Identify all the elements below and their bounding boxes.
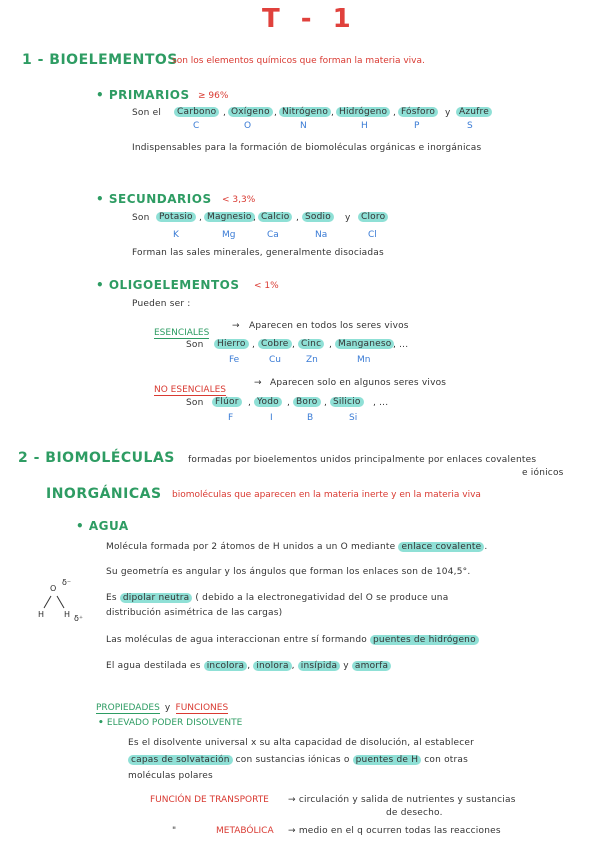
agua-p1: Molécula formada por 2 átomos de H unidos a un O mediante enlace covalente .: [106, 542, 488, 552]
secundarios-heading: • SECUNDARIOS: [96, 192, 212, 206]
symbol-f: F: [228, 413, 234, 423]
element-cobre: Cobre: [258, 339, 292, 349]
inorganicas-heading: INORGÁNICAS: [46, 486, 162, 502]
element-fosforo: Fósforo: [398, 107, 438, 117]
symbol-cl: Cl: [368, 230, 377, 240]
funcion-transporte-desc: → circulación y salida de nutrientes y sustancias: [288, 795, 516, 805]
primarios-note: Indispensables para la formación de biomoléculas orgánicas e inorgánicas: [132, 143, 482, 153]
element-oxigeno: Oxígeno: [228, 107, 273, 117]
agua-p4: Las moléculas de agua interaccionan entre sí formando puentes de hidrógeno: [106, 635, 479, 645]
funcion-metabolica-label: METABÓLICA: [216, 826, 274, 836]
disolvente-desc-1: Es el disolvente universal x su alta capacidad de disolución, al establecer: [128, 738, 475, 748]
ditto-mark: ": [172, 826, 177, 836]
esenciales-desc: Aparecen en todos los seres vivos: [249, 321, 409, 331]
symbol-fe: Fe: [229, 355, 240, 365]
agua-p5: El agua destilada es incolora , inolora , insípida y amorfa: [106, 661, 391, 671]
primarios-intro: Son el: [132, 108, 162, 118]
bioelementos-definition: son los elementos químicos que forman la materia viva.: [172, 56, 425, 66]
symbol-s: S: [467, 121, 473, 131]
element-magnesio: Magnesio: [204, 212, 255, 222]
etc-text: , ...: [393, 340, 409, 350]
symbol-ca: Ca: [267, 230, 279, 240]
propiedades-funciones-heading: PROPIEDADES y FUNCIONES: [96, 703, 229, 713]
esenciales-intro: Son: [186, 340, 204, 350]
element-silicio: Silicio: [330, 397, 364, 407]
y-word: y: [445, 108, 451, 118]
symbol-b: B: [307, 413, 314, 423]
delta-positive: δ⁺: [74, 614, 84, 623]
no-esenciales-desc: Aparecen solo en algunos seres vivos: [270, 378, 447, 388]
symbol-p: P: [414, 121, 420, 131]
biomoleculas-def-1: formadas por bioelementos unidos principalmente por enlaces covalentes: [188, 455, 537, 465]
atom-o: O: [50, 584, 57, 593]
page-title: T - 1: [262, 4, 357, 34]
bond-right: [57, 596, 64, 608]
agua-p3-cont: distribución asimétrica de las cargas): [106, 608, 283, 618]
symbol-si: Si: [349, 413, 358, 423]
symbol-c: C: [193, 121, 200, 131]
funcion-transporte-label: FUNCIÓN DE TRANSPORTE: [150, 795, 269, 805]
disolvente-desc-3: moléculas polares: [128, 771, 213, 781]
bond-left: [44, 596, 51, 608]
oligo-intro: Pueden ser :: [132, 299, 191, 309]
symbol-n: N: [300, 121, 307, 131]
element-cloro: Cloro: [358, 212, 388, 222]
water-bonds: [34, 582, 94, 626]
primarios-heading: • PRIMARIOS: [96, 88, 190, 102]
esenciales-label: ESENCIALES: [154, 328, 210, 338]
element-nitrogeno: Nitrógeno: [279, 107, 331, 117]
no-esenciales-arrow: →: [254, 378, 262, 388]
element-fluor: Flúor: [212, 397, 242, 407]
agua-p2: Su geometría es angular y los ángulos que forman los enlaces son de 104,5°.: [106, 567, 471, 577]
element-sodio: Sodio: [302, 212, 334, 222]
no-esenciales-label: NO ESENCIALES: [154, 385, 227, 395]
element-manganeso: Manganeso: [335, 339, 394, 349]
symbol-o: O: [244, 121, 252, 131]
funcion-metabolica-desc: → medio en el q ocurren todas las reacciones: [288, 826, 501, 836]
element-azufre: Azufre: [456, 107, 492, 117]
secundarios-note: Forman las sales minerales, generalmente disociadas: [132, 248, 384, 258]
symbol-h: H: [361, 121, 368, 131]
primarios-percent: ≥ 96%: [198, 91, 229, 101]
no-esenciales-intro: Son: [186, 398, 204, 408]
element-cinc: Cinc: [298, 339, 324, 349]
prop-disolvente-heading: • ELEVADO PODER DISOLVENTE: [98, 718, 243, 728]
symbol-i: I: [270, 413, 273, 423]
oligo-percent: < 1%: [254, 281, 279, 291]
element-hierro: Hierro: [214, 339, 249, 349]
section-bioelementos-heading: 1 - BIOELEMENTOS: [22, 52, 178, 68]
element-boro: Boro: [293, 397, 321, 407]
element-hidrogeno: Hidrógeno: [336, 107, 390, 117]
symbol-mn: Mn: [357, 355, 371, 365]
symbol-mg: Mg: [222, 230, 236, 240]
atom-h-left: H: [38, 610, 45, 619]
element-yodo: Yodo: [254, 397, 282, 407]
disolvente-desc-2: capas de solvatación con sustancias iónicas o puentes de H con otras: [128, 755, 468, 765]
agua-heading: • AGUA: [76, 519, 129, 533]
inorganicas-def: biomoléculas que aparecen en la materia inerte y en la materia viva: [172, 490, 481, 500]
agua-p3: Es dipolar neutra ( debido a la electronegatividad del O se produce una: [106, 593, 449, 603]
biomoleculas-def-2: e iónicos: [522, 468, 564, 478]
delta-negative: δ⁻: [62, 578, 72, 587]
element-carbono: Carbono: [174, 107, 219, 117]
symbol-na: Na: [315, 230, 328, 240]
funcion-transporte-desc-2: de desecho.: [386, 808, 443, 818]
symbol-cu: Cu: [269, 355, 281, 365]
y-word: y: [345, 213, 351, 223]
symbol-zn: Zn: [306, 355, 318, 365]
secundarios-percent: < 3,3%: [222, 195, 256, 205]
etc-text: , ...: [373, 398, 389, 408]
atom-h-right: H: [64, 610, 71, 619]
element-potasio: Potasio: [156, 212, 196, 222]
secundarios-intro: Son: [132, 213, 150, 223]
symbol-k: K: [173, 230, 179, 240]
oligoelementos-heading: • OLIGOELEMENTOS: [96, 278, 240, 292]
water-molecule-diagram: [34, 578, 94, 626]
element-calcio: Calcio: [258, 212, 292, 222]
section-biomoleculas-heading: 2 - BIOMOLÉCULAS: [18, 450, 175, 466]
esenciales-arrow: →: [232, 321, 240, 331]
